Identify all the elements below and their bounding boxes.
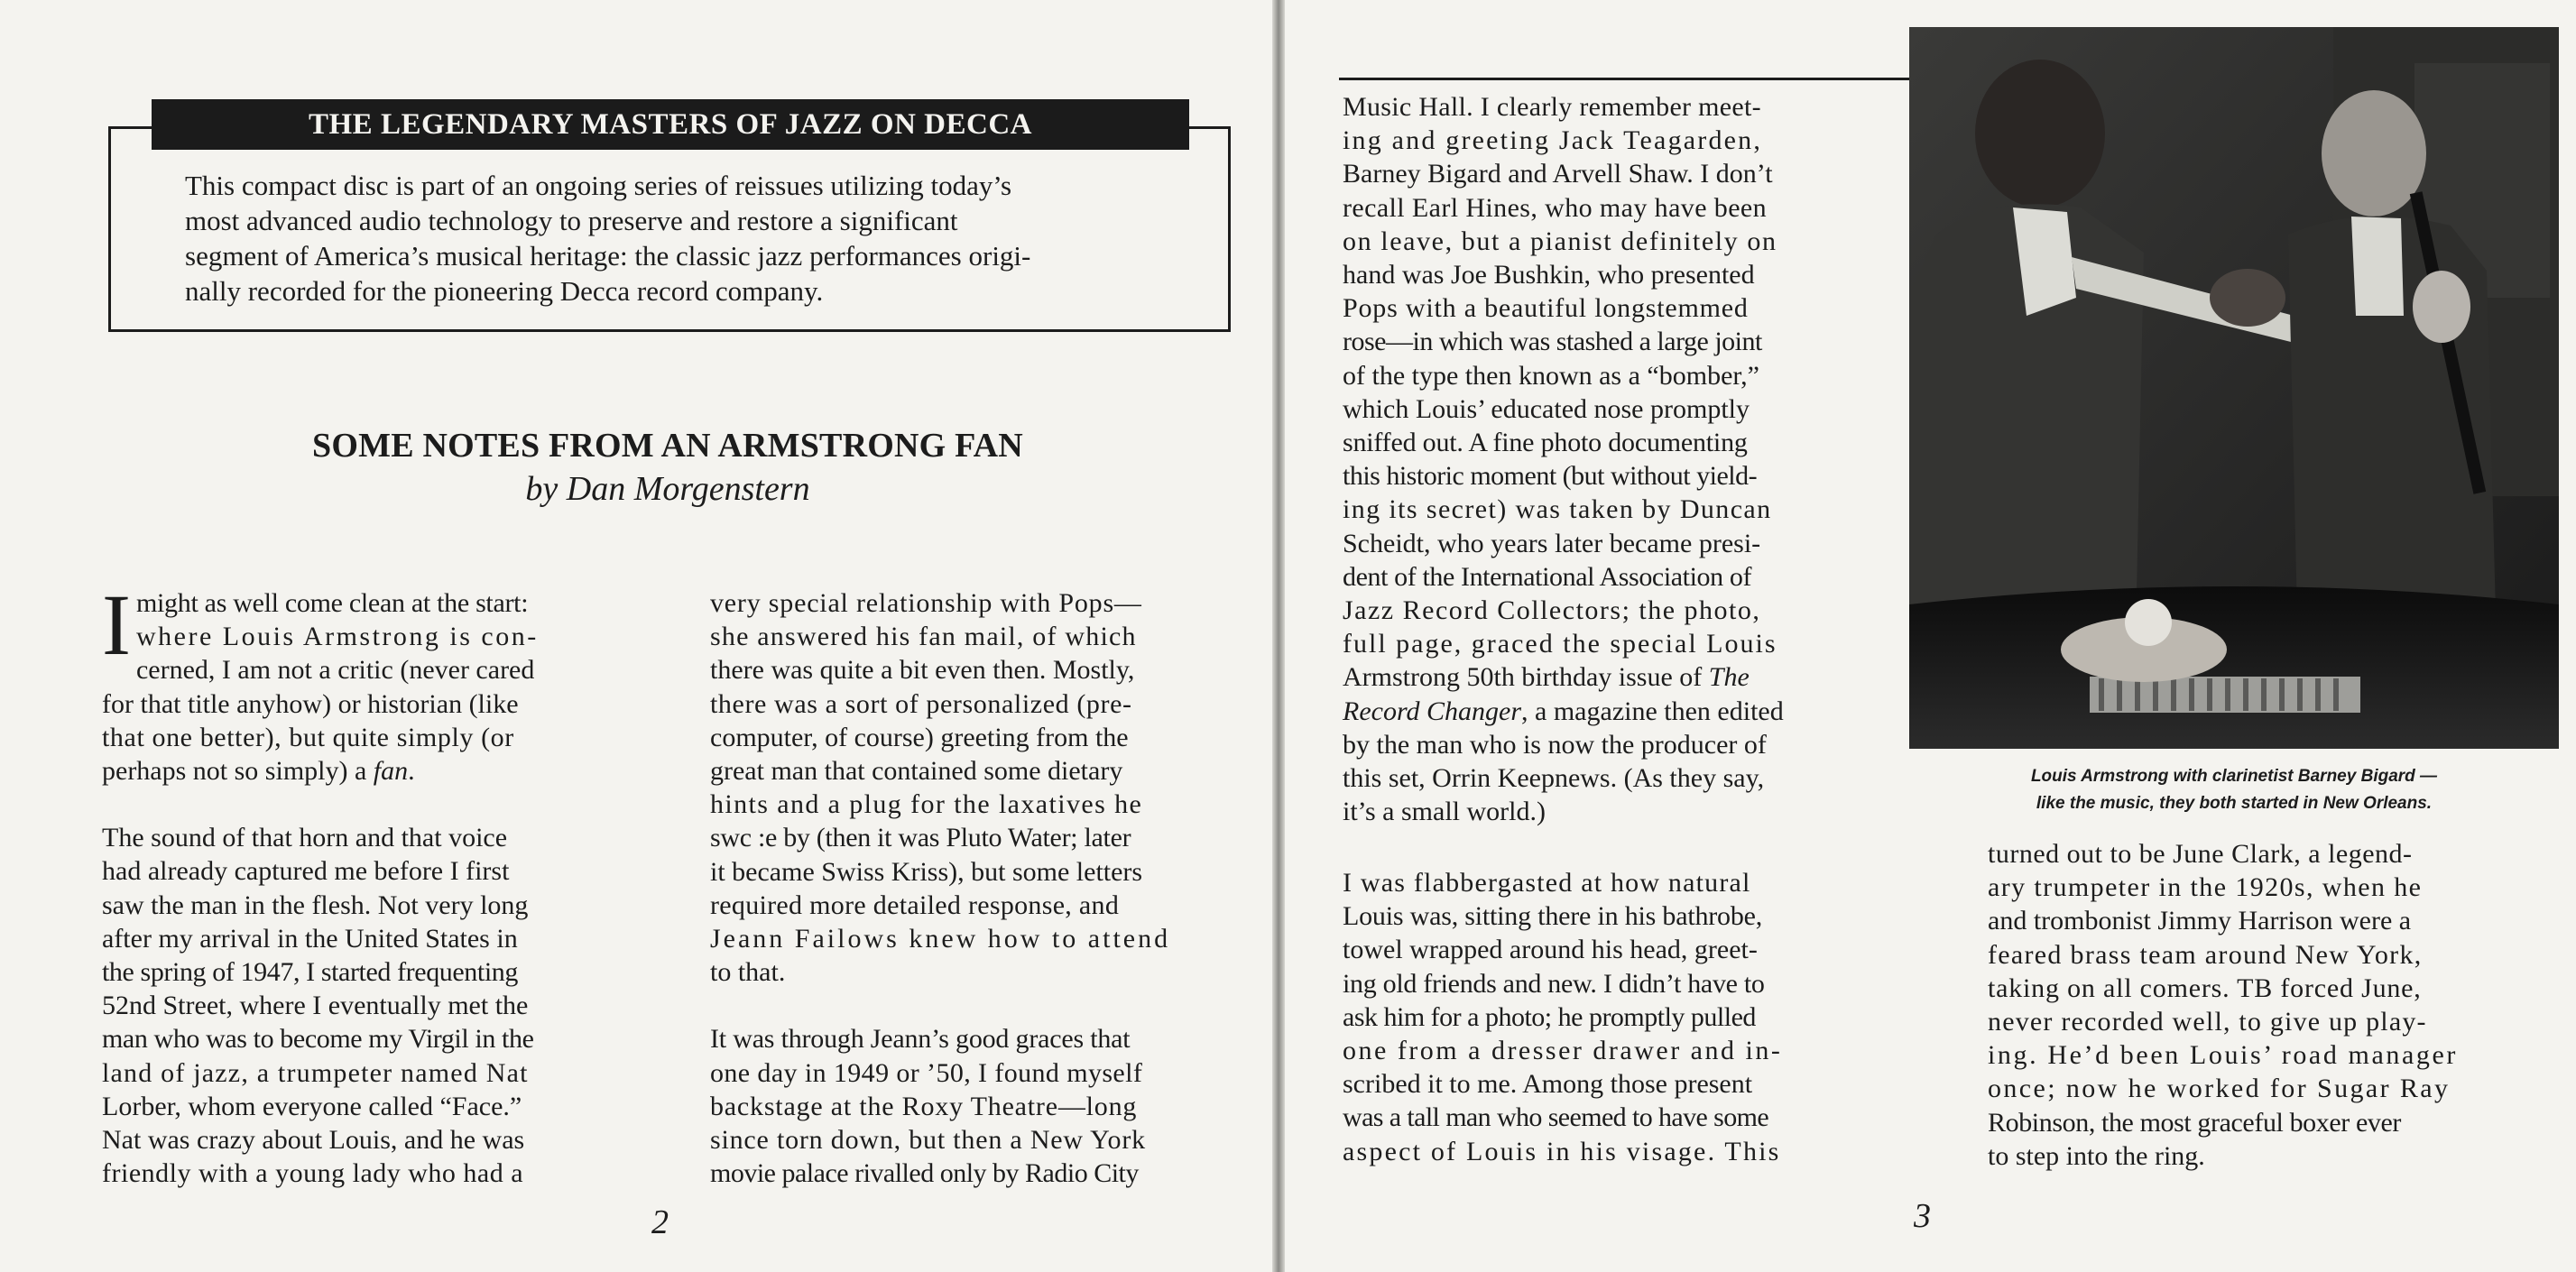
text-line: great man that contained some dietary xyxy=(710,756,1123,787)
text-line: the spring of 1947, I started frequenting xyxy=(102,957,518,988)
caption-line: Louis Armstrong with clarinetist Barney Bigard — xyxy=(2030,767,2438,786)
text-line: land of jazz, a trumpeter named Nat xyxy=(102,1057,529,1088)
text-line: friendly with a young lady who had a xyxy=(102,1158,524,1189)
article-heading: SOME NOTES FROM AN ARMSTRONG FAN xyxy=(312,427,1023,465)
text-line: backstage at the Roxy Theatre—long xyxy=(710,1091,1138,1121)
text-line: by the man who is now the producer of xyxy=(1343,729,1767,760)
text-line: since torn down, but then a New York xyxy=(710,1125,1146,1156)
box-line: segment of America’s musical heritage: the classic jazz performances origi- xyxy=(185,240,1031,272)
photo-illustration xyxy=(1909,27,2559,749)
column-3 xyxy=(1343,90,1857,828)
paragraph xyxy=(102,821,616,1190)
text-line: It was through Jeann’s good graces that xyxy=(710,1024,1131,1055)
book-gutter xyxy=(1272,0,1285,1272)
series-info-text xyxy=(185,168,1196,309)
text-line: might as well come clean at the start: xyxy=(135,588,529,618)
text-line: Pops with a beautiful longstemmed xyxy=(1343,293,1749,324)
emphasis: fan xyxy=(373,756,409,787)
text-line: after my arrival in the United States in xyxy=(102,923,518,954)
drop-cap: I xyxy=(102,576,131,673)
text-line: there was quite a bit even then. Mostly, xyxy=(710,655,1135,686)
text-line: this historic moment (but without yield- xyxy=(1343,461,1758,492)
page-number-left: 2 xyxy=(651,1203,669,1241)
text-line: taking on all comers. TB forced June, xyxy=(1988,972,2422,1003)
text-line: ing its secret) was taken by Duncan xyxy=(1343,494,1772,525)
text-line: Robinson, the most graceful boxer ever xyxy=(1988,1107,2402,1138)
text-line: very special relationship with Pops— xyxy=(710,588,1142,618)
text-line: ing and greeting Jack Teagarden, xyxy=(1343,125,1763,156)
text-line: saw the man in the flesh. Not very long xyxy=(102,889,529,920)
text-line: rose—in which was stashed a large joint xyxy=(1343,327,1762,357)
text-line: Jeann Failows knew how to attend xyxy=(710,924,1171,954)
text-line: she answered his fan mail, of which xyxy=(710,622,1137,652)
text-line: which Louis’ educated nose promptly xyxy=(1343,393,1750,424)
text-line: it became Swiss Kriss), but some letters xyxy=(710,856,1143,887)
text-line: turned out to be June Clark, a legend- xyxy=(1988,839,2413,869)
series-banner-title: THE LEGENDARY MASTERS OF JAZZ ON DECCA xyxy=(152,99,1189,150)
photo-caption xyxy=(1909,763,2559,817)
text-line: Scheidt, who years later became presi- xyxy=(1343,528,1761,558)
text-line: movie palace rivalled only by Radio City xyxy=(710,1158,1139,1189)
text-line: hand was Joe Bushkin, who presented xyxy=(1343,260,1755,290)
text-line: one from a dresser drawer and in- xyxy=(1343,1036,1783,1066)
text-line: towel wrapped around his head, greet- xyxy=(1343,935,1758,965)
text-line: had already captured me before I first xyxy=(102,856,510,887)
text-line: ing. He’d been Louis’ road manager xyxy=(1988,1040,2459,1071)
text-line: scribed it to me. Among those present xyxy=(1343,1069,1753,1100)
text-line: full page, graced the special Louis xyxy=(1343,629,1777,659)
column-1 xyxy=(102,576,616,1190)
armstrong-bigard-photo xyxy=(1909,27,2559,749)
text-line: Lorber, whom everyone called “Face.” xyxy=(102,1091,522,1121)
text-line: that one better), but quite simply (or xyxy=(102,722,514,752)
text-line: Louis was, sitting there in his bathrobe, xyxy=(1343,901,1763,932)
text-line: hints and a plug for the laxatives he xyxy=(710,789,1143,820)
top-rule xyxy=(1339,78,1909,80)
emphasis: The xyxy=(1708,662,1750,693)
text-line: swc :e by (then it was Pluto Water; later xyxy=(710,823,1131,853)
text-line: ing old friends and new. I didn’t have to xyxy=(1343,968,1765,999)
text-line: feared brass team around New York, xyxy=(1988,939,2423,970)
text-line: I was flabbergasted at how natural xyxy=(1343,868,1751,898)
text-line: on leave, but a pianist definitely on xyxy=(1343,226,1777,256)
text-line: for that title anyhow) or historian (like xyxy=(102,688,519,719)
text-line: of the type then known as a “bomber,” xyxy=(1343,360,1759,391)
text-line: Music Hall. I clearly remember meet- xyxy=(1343,92,1761,122)
text-line: was a tall man who seemed to have some xyxy=(1343,1102,1769,1133)
text-line: Record Changer, a magazine then edited xyxy=(1343,696,1784,726)
text-line: Jazz Record Collectors; the photo, xyxy=(1343,595,1761,626)
text-line: cerned, I am not a critic (never cared xyxy=(135,655,535,686)
text-line: there was a sort of personalized (pre- xyxy=(710,688,1132,719)
text-line: The sound of that horn and that voice xyxy=(102,823,508,853)
caption-line: like the music, they both started in New Orleans. xyxy=(2036,794,2433,813)
text-line: man who was to become my Virgil in the xyxy=(102,1024,534,1055)
text-line: required more detailed response, and xyxy=(710,889,1120,920)
page-number-right: 3 xyxy=(1914,1197,1931,1235)
box-line: most advanced audio technology to preserve and restore a significant xyxy=(185,205,958,236)
column-2 xyxy=(710,586,1229,1190)
text-line: Nat was crazy about Louis, and he was xyxy=(102,1125,525,1156)
paragraph xyxy=(710,1022,1229,1190)
paragraph xyxy=(710,586,1229,989)
paragraph xyxy=(102,576,616,788)
text-line: and trombonist Jimmy Harrison were a xyxy=(1988,906,2412,936)
box-line: This compact disc is part of an ongoing series of reissues utilizing today’s xyxy=(185,170,1012,201)
text-line: aspect of Louis in his visage. This xyxy=(1343,1136,1781,1166)
text-line: it’s a small world.) xyxy=(1343,797,1546,827)
text-line: 52nd Street, where I eventually met the xyxy=(102,991,529,1021)
text-line: ask him for a photo; he promptly pulled xyxy=(1343,1001,1756,1032)
text-line: Barney Bigard and Arvell Shaw. I don’t xyxy=(1343,159,1773,189)
text-line: computer, of course) greeting from the xyxy=(710,722,1129,752)
text-line: never recorded well, to give up play- xyxy=(1988,1007,2427,1037)
text-line: where Louis Armstrong is con- xyxy=(135,622,539,652)
text-line: once; now he worked for Sugar Ray xyxy=(1988,1074,2451,1104)
text-line: this set, Orrin Keepnews. (As they say, xyxy=(1343,763,1765,794)
text-line: one day in 1949 or ’50, I found myself xyxy=(710,1057,1143,1088)
column-4 xyxy=(1988,837,2459,1173)
box-line: nally recorded for the pioneering Decca record company. xyxy=(185,275,824,307)
text-line: to step into the ring. xyxy=(1988,1140,2205,1171)
text-line: recall Earl Hines, who may have been xyxy=(1343,192,1768,223)
text-line: perhaps not so simply) a fan. xyxy=(102,756,415,787)
text-line: Armstrong 50th birthday issue of The xyxy=(1343,662,1750,693)
text-line: to that. xyxy=(710,957,786,988)
column-3-continued xyxy=(1343,866,1857,1168)
article-byline: by Dan Morgenstern xyxy=(525,470,810,508)
text-line: dent of the International Association of xyxy=(1343,561,1752,592)
text-line: ary trumpeter in the 1920s, when he xyxy=(1988,872,2423,903)
emphasis: Record Changer xyxy=(1343,696,1522,726)
text-line: sniffed out. A fine photo documenting xyxy=(1343,428,1748,458)
